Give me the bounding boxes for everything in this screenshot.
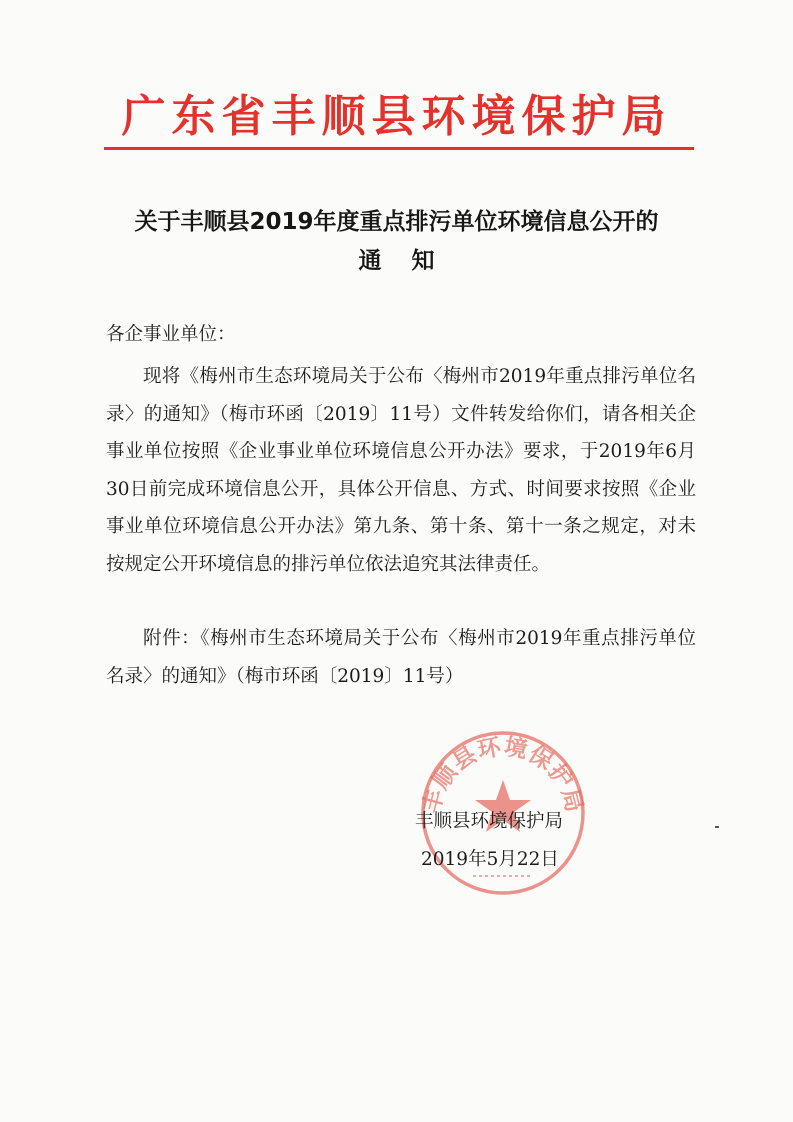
issue-date: 2019年5月22日 xyxy=(421,849,559,870)
document-title-line-2: 通知 xyxy=(358,248,465,274)
attachment-note: 附件：《梅州市生态环境局关于公布〈梅州市2019年重点排污单位名录〉的通知》（梅市环函〔2019〕11号） xyxy=(106,628,696,687)
scan-speck xyxy=(715,826,719,828)
signing-authority: 丰顺县环境保护局 xyxy=(415,811,564,832)
notice-body-paragraph: 现将《梅州市生态环境局关于公布〈梅州市2019年重点排污单位名录〉的通知》（梅市环函〔2019〕11号）文件转发给你们，请各相关企事业单位按照《企业事业单位环境信息公开办法》要求，于2019年6月30日前完成环境信息公开，具体公开信息、方式、时间要求按照《企业事业单位环境信息公开办法》第九条、第十条、第十一条之规定，对未按规定公开环境信息的排污单位依法追究其法律责任。 xyxy=(106,366,696,575)
header-red-rule xyxy=(104,147,694,150)
salutation: 各企事业单位： xyxy=(106,324,236,345)
document-title-line-1: 关于丰顺县2019年度重点排污单位环境信息公开的 xyxy=(134,209,659,235)
svg-text:丰顺县环境保护局: 丰顺县环境保护局 xyxy=(418,732,588,816)
issuing-org-header: 广东省丰顺县环境保护局 xyxy=(121,91,672,142)
